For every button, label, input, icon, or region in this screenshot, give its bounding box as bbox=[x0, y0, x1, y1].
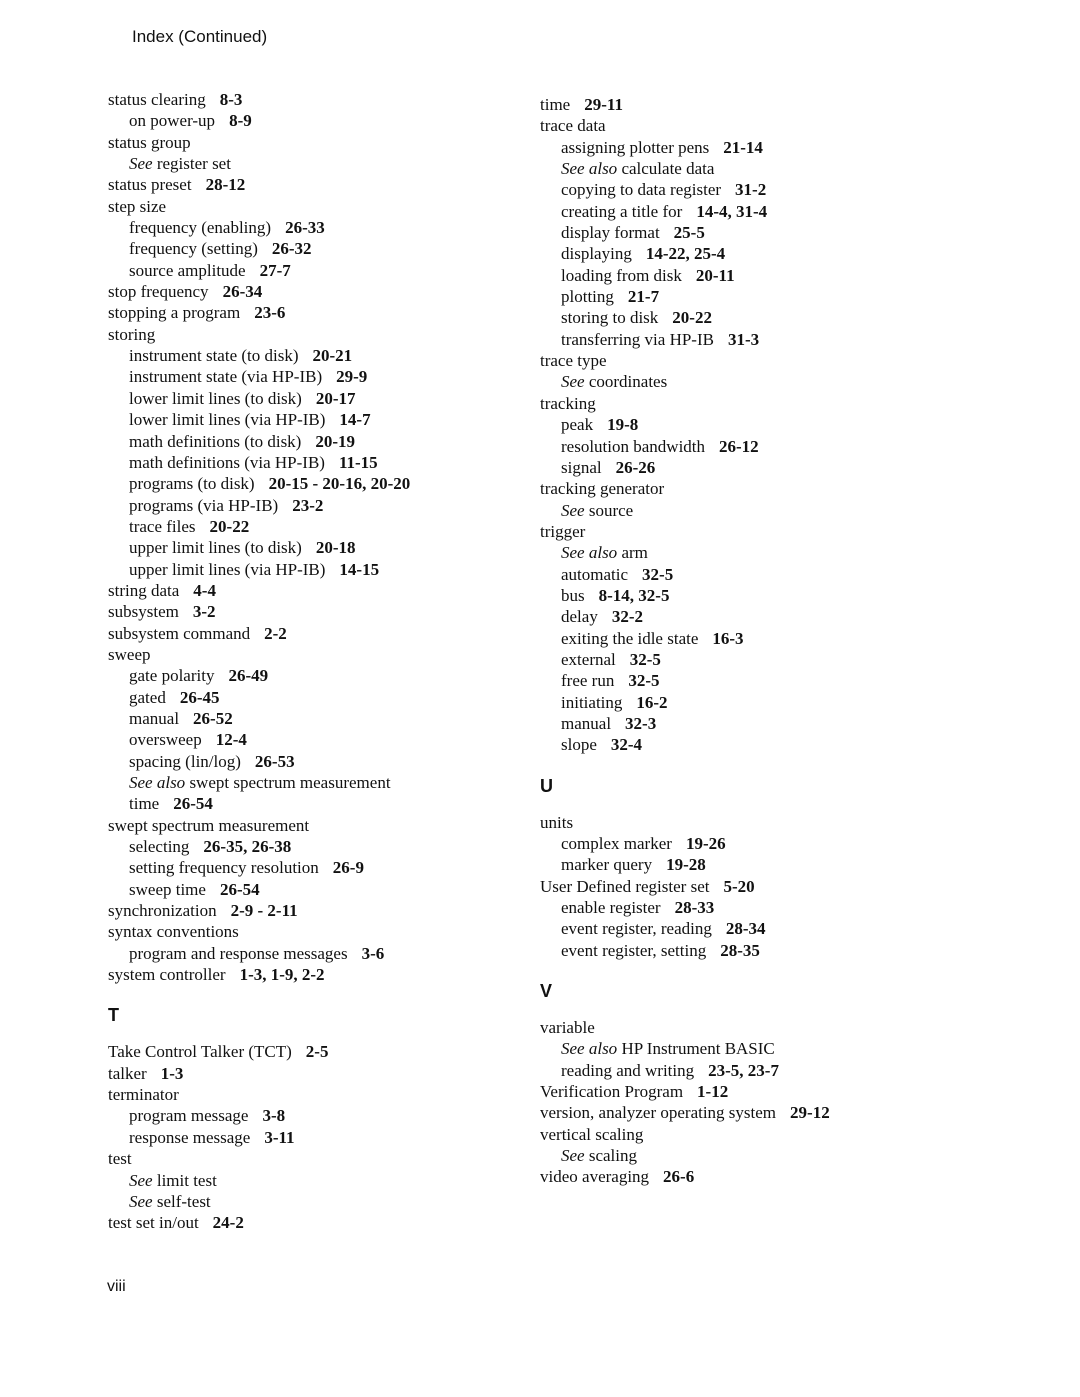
entry-term: enable register bbox=[561, 898, 661, 918]
page-reference: 26-26 bbox=[615, 457, 656, 477]
index-entry-lower-limit-lines-via-hp-ib bbox=[108, 409, 548, 430]
index-entry-calculate-data bbox=[540, 158, 980, 179]
entry-term: test set in/out bbox=[108, 1213, 199, 1233]
cross-reference-label: See bbox=[129, 1170, 153, 1190]
page-reference: 31-2 bbox=[735, 180, 767, 200]
index-entry-math-definitions-to-disk bbox=[108, 431, 548, 452]
index-entry-peak bbox=[540, 414, 980, 435]
index-entry-instrument-state-to-disk bbox=[108, 345, 548, 366]
index-entry-test bbox=[108, 1148, 548, 1169]
index-entry-external bbox=[540, 649, 980, 670]
index-entry-sweep bbox=[108, 644, 548, 665]
page-reference: 29-9 bbox=[336, 367, 368, 387]
page-reference: 2-2 bbox=[264, 623, 287, 643]
page-reference: 29-11 bbox=[584, 95, 623, 114]
entry-term: Take Control Talker (TCT) bbox=[108, 1042, 292, 1062]
index-entry-stop-frequency bbox=[108, 281, 548, 302]
entry-term: storing bbox=[108, 324, 156, 344]
entry-term: User Defined register set bbox=[540, 876, 710, 896]
entry-term: spacing (lin/log) bbox=[129, 751, 241, 771]
index-entry-test-set-in-out bbox=[108, 1212, 548, 1233]
index-entry-transferring-via-hp-ib bbox=[540, 329, 980, 350]
entry-term: terminator bbox=[108, 1085, 179, 1105]
entry-term: reading and writing bbox=[561, 1060, 695, 1080]
entry-term: syntax conventions bbox=[108, 922, 239, 942]
cross-reference-label: See bbox=[561, 500, 585, 520]
page-reference: 32-2 bbox=[611, 607, 643, 627]
page-reference: 19-26 bbox=[685, 834, 726, 853]
entry-term: instrument state (via HP-IB) bbox=[129, 367, 323, 387]
index-entry-string-data bbox=[108, 580, 548, 601]
index-entry-math-definitions-via-hp-ib bbox=[108, 452, 548, 473]
entry-term: signal bbox=[561, 457, 602, 477]
index-entry-variable bbox=[540, 1017, 980, 1038]
entry-term: selecting bbox=[129, 837, 190, 857]
page-reference: 20-17 bbox=[315, 388, 356, 408]
page-reference: 28-34 bbox=[725, 919, 766, 939]
entry-term: swept spectrum measurement bbox=[189, 773, 391, 792]
page-reference: 28-33 bbox=[674, 898, 715, 918]
cross-reference-label: See bbox=[561, 1146, 585, 1166]
entry-term: system controller bbox=[108, 965, 226, 985]
page-reference: 16-2 bbox=[636, 692, 668, 712]
index-entry-swept-spectrum-measurement bbox=[108, 772, 548, 793]
index-entry-plotting bbox=[540, 286, 980, 307]
entry-term: manual bbox=[129, 708, 180, 728]
entry-term: coordinates bbox=[588, 372, 668, 392]
index-entry-setting-frequency-resolution bbox=[108, 857, 548, 878]
entry-term: step size bbox=[108, 196, 167, 216]
entry-term: transferring via HP-IB bbox=[561, 329, 714, 349]
entry-term: trace data bbox=[540, 116, 606, 136]
section-letter-t: T bbox=[108, 1005, 119, 1026]
page-reference: 19-28 bbox=[666, 855, 706, 875]
entry-term: program message bbox=[129, 1106, 249, 1126]
index-entry-signal bbox=[540, 457, 980, 478]
index-entry-upper-limit-lines-to-disk bbox=[108, 537, 548, 558]
page-reference: 1-3 bbox=[160, 1063, 184, 1083]
page-reference: 20-11 bbox=[695, 265, 735, 285]
index-entry-talker bbox=[108, 1063, 548, 1084]
index-entry-manual bbox=[108, 708, 548, 729]
entry-term: math definitions (to disk) bbox=[129, 431, 302, 451]
index-entry-version-analyzer-operating-system bbox=[540, 1102, 980, 1123]
cross-reference-label: See also bbox=[129, 773, 186, 792]
entry-term: synchronization bbox=[108, 901, 217, 921]
index-entry-scaling bbox=[540, 1145, 980, 1166]
index-entry-slope bbox=[540, 734, 980, 755]
index-entry-enable-register bbox=[540, 897, 980, 918]
page-reference: 14-7 bbox=[339, 410, 371, 430]
index-entry-self-test bbox=[108, 1191, 548, 1212]
index-entry-creating-a-title-for bbox=[540, 201, 980, 222]
page-reference: 20-18 bbox=[315, 538, 356, 558]
page-reference: 26-6 bbox=[663, 1167, 695, 1187]
section-spacer bbox=[108, 985, 548, 999]
entry-term: limit test bbox=[156, 1170, 217, 1190]
index-entry-coordinates bbox=[540, 371, 980, 392]
entry-term: trace files bbox=[129, 516, 196, 536]
entry-term: status clearing bbox=[108, 90, 206, 109]
entry-term: video averaging bbox=[540, 1167, 650, 1187]
index-entry-tracking bbox=[540, 393, 980, 414]
entry-term: displaying bbox=[561, 244, 632, 264]
entry-term: source amplitude bbox=[129, 260, 246, 280]
entry-term: exiting the idle state bbox=[561, 628, 699, 648]
index-entry-delay bbox=[540, 606, 980, 627]
index-entry-arm bbox=[540, 542, 980, 563]
index-entry-trace-type bbox=[540, 350, 980, 371]
index-entry-trigger bbox=[540, 521, 980, 542]
index-entry-subsystem-command bbox=[108, 623, 548, 644]
page-reference: 32-3 bbox=[625, 713, 657, 733]
index-entry-limit-test bbox=[108, 1170, 548, 1191]
index-entry-syntax-conventions bbox=[108, 921, 548, 942]
page-reference: 21-14 bbox=[723, 137, 763, 157]
index-entry-reading-and-writing bbox=[540, 1060, 980, 1081]
entry-term: tracking bbox=[540, 393, 596, 413]
index-entry-trace-files bbox=[108, 516, 548, 537]
entry-term: frequency (enabling) bbox=[129, 218, 272, 238]
index-entry-gate-polarity bbox=[108, 665, 548, 686]
entry-term: manual bbox=[561, 713, 612, 733]
entry-term: trace type bbox=[540, 351, 607, 371]
page-reference: 8-3 bbox=[219, 90, 243, 109]
entry-term: HP Instrument BASIC bbox=[621, 1039, 775, 1059]
entry-term: status preset bbox=[108, 175, 192, 195]
cross-reference-label: See also bbox=[561, 1039, 618, 1059]
page-reference: 26-12 bbox=[719, 436, 759, 456]
index-entry-status-group bbox=[108, 132, 548, 153]
entry-term: string data bbox=[108, 580, 180, 600]
index-entry-loading-from-disk bbox=[540, 265, 980, 286]
index-entry-sweep-time bbox=[108, 879, 548, 900]
entry-term: complex marker bbox=[561, 834, 672, 853]
entry-term: peak bbox=[561, 415, 594, 435]
index-column-left bbox=[108, 89, 548, 1234]
section-spacer bbox=[540, 756, 980, 770]
index-entry-initiating bbox=[540, 692, 980, 713]
entry-term: subsystem bbox=[108, 602, 179, 622]
index-entry-displaying bbox=[540, 243, 980, 264]
section-letter-v: V bbox=[540, 981, 553, 1002]
entry-term: calculate data bbox=[621, 159, 715, 179]
entry-term: stopping a program bbox=[108, 303, 241, 323]
entry-term: scaling bbox=[588, 1146, 637, 1166]
index-entry-event-register-setting bbox=[540, 940, 980, 961]
index-entry-vertical-scaling bbox=[540, 1124, 980, 1145]
page-reference: 21-7 bbox=[627, 287, 660, 307]
index-entry-event-register-reading bbox=[540, 918, 980, 939]
page-reference: 20-19 bbox=[315, 431, 356, 451]
entry-term: self-test bbox=[156, 1191, 211, 1211]
page-reference: 24-2 bbox=[212, 1213, 244, 1233]
page-reference: 32-5 bbox=[628, 671, 660, 691]
entry-term: on power-up bbox=[129, 111, 216, 131]
entry-term: initiating bbox=[561, 692, 623, 712]
index-entry-storing bbox=[108, 324, 548, 345]
entry-term: stop frequency bbox=[108, 282, 209, 302]
entry-term: tracking generator bbox=[540, 479, 665, 499]
entry-term: swept spectrum measurement bbox=[108, 815, 310, 835]
entry-term: external bbox=[561, 649, 616, 669]
page-reference: 14-22, 25-4 bbox=[645, 244, 726, 264]
index-entry-time bbox=[540, 94, 980, 115]
index-entry-gated bbox=[108, 687, 548, 708]
entry-term: bus bbox=[561, 585, 585, 605]
index-entry-terminator bbox=[108, 1084, 548, 1105]
page-reference: 26-33 bbox=[285, 218, 325, 238]
index-entry-synchronization bbox=[108, 900, 548, 921]
index-entry-bus bbox=[540, 585, 980, 606]
entry-term: units bbox=[540, 812, 574, 832]
entry-term: display format bbox=[561, 223, 660, 243]
entry-term: math definitions (via HP-IB) bbox=[129, 452, 325, 472]
index-entry-source-amplitude bbox=[108, 260, 548, 281]
entry-term: upper limit lines (via HP-IB) bbox=[129, 559, 326, 579]
section-spacer bbox=[540, 802, 980, 812]
page-reference: 26-34 bbox=[222, 282, 263, 302]
page-reference: 29-12 bbox=[790, 1103, 830, 1123]
entry-term: status group bbox=[108, 132, 191, 152]
page-reference: 31-3 bbox=[727, 329, 760, 349]
index-entry-status-clearing bbox=[108, 89, 548, 110]
section-letter-u: U bbox=[540, 775, 553, 796]
section-spacer bbox=[108, 1031, 548, 1041]
page-reference: 8-14, 32-5 bbox=[598, 585, 670, 605]
page-reference: 32-5 bbox=[642, 564, 674, 584]
entry-term: gated bbox=[129, 687, 166, 707]
entry-term: plotting bbox=[561, 287, 614, 307]
page-reference: 32-5 bbox=[629, 649, 661, 669]
index-entry-programs-to-disk bbox=[108, 473, 548, 494]
page-reference: 26-49 bbox=[228, 666, 269, 686]
cross-reference-label: See bbox=[561, 372, 585, 392]
cross-reference-label: See bbox=[129, 1191, 153, 1211]
page-reference: 5-20 bbox=[723, 876, 755, 896]
page-reference: 3-2 bbox=[192, 602, 216, 622]
entry-term: resolution bandwidth bbox=[561, 436, 706, 456]
entry-term: vertical scaling bbox=[540, 1124, 644, 1144]
page-reference: 11-15 bbox=[338, 452, 378, 472]
entry-term: subsystem command bbox=[108, 623, 251, 643]
page-reference: 26-54 bbox=[219, 879, 260, 899]
page-reference: 12-4 bbox=[215, 730, 247, 750]
index-entry-status-preset bbox=[108, 174, 548, 195]
page-reference: 26-45 bbox=[179, 687, 220, 707]
index-entry-frequency-setting bbox=[108, 238, 548, 259]
index-entry-video-averaging bbox=[540, 1166, 980, 1187]
page-reference: 26-52 bbox=[193, 708, 233, 728]
page-reference: 28-35 bbox=[720, 940, 760, 960]
entry-term: creating a title for bbox=[561, 201, 683, 221]
index-entry-frequency-enabling bbox=[108, 217, 548, 238]
page-reference: 20-21 bbox=[312, 346, 353, 366]
page-reference: 23-5, 23-7 bbox=[708, 1060, 779, 1080]
entry-term: event register, reading bbox=[561, 919, 712, 939]
index-entry-user-defined-register-set bbox=[540, 876, 980, 897]
entry-term: source bbox=[588, 500, 634, 520]
entry-term: time bbox=[540, 95, 571, 114]
index-entry-oversweep bbox=[108, 729, 548, 750]
cross-reference-label: See also bbox=[561, 543, 618, 563]
entry-term: programs (via HP-IB) bbox=[129, 495, 279, 515]
index-entry-programs-via-hp-ib bbox=[108, 495, 548, 516]
entry-term: sweep time bbox=[129, 879, 206, 899]
page-reference: 26-35, 26-38 bbox=[203, 837, 292, 857]
page-reference: 14-4, 31-4 bbox=[696, 201, 768, 221]
index-entry-exiting-the-idle-state bbox=[540, 628, 980, 649]
page-reference: 2-5 bbox=[305, 1042, 329, 1062]
index-entry-automatic bbox=[540, 564, 980, 585]
entry-term: program and response messages bbox=[129, 943, 348, 963]
page-reference: 20-22 bbox=[209, 516, 250, 536]
entry-term: lower limit lines (to disk) bbox=[129, 388, 302, 408]
entry-term: time bbox=[129, 794, 160, 814]
entry-term: copying to data register bbox=[561, 180, 722, 200]
page-reference: 1-12 bbox=[697, 1082, 729, 1102]
index-column-right bbox=[540, 94, 980, 1188]
index-entry-source bbox=[540, 500, 980, 521]
index-entry-tracking-generator bbox=[540, 478, 980, 499]
running-head: Index (Continued) bbox=[132, 27, 268, 46]
entry-term: talker bbox=[108, 1063, 147, 1083]
index-entry-system-controller bbox=[108, 964, 548, 985]
index-entry-lower-limit-lines-to-disk bbox=[108, 388, 548, 409]
page-reference: 3-8 bbox=[262, 1106, 286, 1126]
page-reference: 1-3, 1-9, 2-2 bbox=[239, 965, 325, 985]
index-entry-storing-to-disk bbox=[540, 307, 980, 328]
page-reference: 32-4 bbox=[610, 735, 643, 755]
entry-term: sweep bbox=[108, 644, 151, 664]
index-entry-assigning-plotter-pens bbox=[540, 137, 980, 158]
page-reference: 26-54 bbox=[173, 794, 213, 814]
entry-term: free run bbox=[561, 671, 615, 691]
index-entry-complex-marker bbox=[540, 833, 980, 854]
section-spacer bbox=[540, 1007, 980, 1017]
index-entry-upper-limit-lines-via-hp-ib bbox=[108, 559, 548, 580]
entry-term: marker query bbox=[561, 855, 653, 875]
entry-term: gate polarity bbox=[129, 666, 215, 686]
index-entry-copying-to-data-register bbox=[540, 179, 980, 200]
index-entry-stopping-a-program bbox=[108, 302, 548, 323]
index-entry-subsystem bbox=[108, 601, 548, 622]
page-reference: 3-6 bbox=[361, 943, 385, 963]
index-entry-on-power-up bbox=[108, 110, 548, 131]
section-spacer bbox=[540, 961, 980, 975]
page-number: viii bbox=[107, 1278, 126, 1295]
page-reference: 26-32 bbox=[271, 239, 312, 259]
index-entry-take-control-talker-tct bbox=[108, 1041, 548, 1062]
index-entry-manual bbox=[540, 713, 980, 734]
index-entry-step-size bbox=[108, 196, 548, 217]
entry-term: register set bbox=[156, 154, 231, 174]
entry-term: delay bbox=[561, 607, 598, 627]
page-reference: 20-22 bbox=[672, 308, 712, 328]
index-entry-program-and-response-messages bbox=[108, 943, 548, 964]
index-entry-hp-instrument-basic bbox=[540, 1038, 980, 1059]
entry-term: slope bbox=[561, 735, 597, 755]
index-entry-register-set bbox=[108, 153, 548, 174]
index-entry-instrument-state-via-hp-ib bbox=[108, 366, 548, 387]
index-entry-swept-spectrum-measurement bbox=[108, 815, 548, 836]
entry-term: programs (to disk) bbox=[129, 474, 255, 494]
entry-term: automatic bbox=[561, 564, 629, 584]
index-entry-resolution-bandwidth bbox=[540, 436, 980, 457]
entry-term: Verification Program bbox=[540, 1082, 684, 1102]
entry-term: event register, setting bbox=[561, 940, 707, 960]
entry-term: setting frequency resolution bbox=[129, 858, 319, 878]
entry-term: instrument state (to disk) bbox=[129, 346, 299, 366]
page-reference: 26-53 bbox=[254, 751, 295, 771]
index-entry-spacing-lin-log bbox=[108, 751, 548, 772]
entry-term: variable bbox=[540, 1018, 595, 1038]
entry-term: frequency (setting) bbox=[129, 239, 258, 259]
cross-reference-label: See also bbox=[561, 159, 618, 179]
index-entry-display-format bbox=[540, 222, 980, 243]
index-entry-response-message bbox=[108, 1127, 548, 1148]
page-reference: 23-6 bbox=[254, 303, 286, 323]
index-entry-units bbox=[540, 812, 980, 833]
entry-term: trigger bbox=[540, 521, 586, 541]
index-entry-free-run bbox=[540, 670, 980, 691]
page-reference: 26-9 bbox=[332, 858, 364, 878]
entry-term: assigning plotter pens bbox=[561, 137, 710, 157]
page-reference: 28-12 bbox=[205, 175, 246, 195]
entry-term: version, analyzer operating system bbox=[540, 1103, 777, 1123]
entry-term: storing to disk bbox=[561, 308, 659, 328]
index-entry-marker-query bbox=[540, 854, 980, 875]
page-reference: 8-9 bbox=[229, 111, 252, 131]
entry-term: arm bbox=[621, 543, 648, 563]
entry-term: lower limit lines (via HP-IB) bbox=[129, 410, 326, 430]
index-entry-verification-program bbox=[540, 1081, 980, 1102]
entry-term: oversweep bbox=[129, 730, 202, 750]
index-entry-program-message bbox=[108, 1105, 548, 1126]
page-reference: 2-9 - 2-11 bbox=[230, 901, 298, 921]
index-entry-trace-data bbox=[540, 115, 980, 136]
cross-reference-label: See bbox=[129, 154, 153, 174]
entry-term: loading from disk bbox=[561, 265, 682, 285]
entry-term: test bbox=[108, 1149, 132, 1169]
page-reference: 16-3 bbox=[712, 628, 744, 648]
index-entry-time bbox=[108, 793, 548, 814]
page-reference: 3-11 bbox=[264, 1127, 295, 1147]
index-entry-selecting bbox=[108, 836, 548, 857]
entry-term: response message bbox=[129, 1127, 251, 1147]
page-reference: 4-4 bbox=[193, 580, 216, 600]
page-reference: 27-7 bbox=[259, 260, 291, 280]
page-reference: 20-15 - 20-16, 20-20 bbox=[268, 474, 411, 494]
page-reference: 19-8 bbox=[607, 415, 639, 435]
page-reference: 23-2 bbox=[292, 495, 324, 515]
entry-term: upper limit lines (to disk) bbox=[129, 538, 302, 558]
page-reference: 25-5 bbox=[673, 223, 705, 243]
page-reference: 14-15 bbox=[339, 559, 380, 579]
